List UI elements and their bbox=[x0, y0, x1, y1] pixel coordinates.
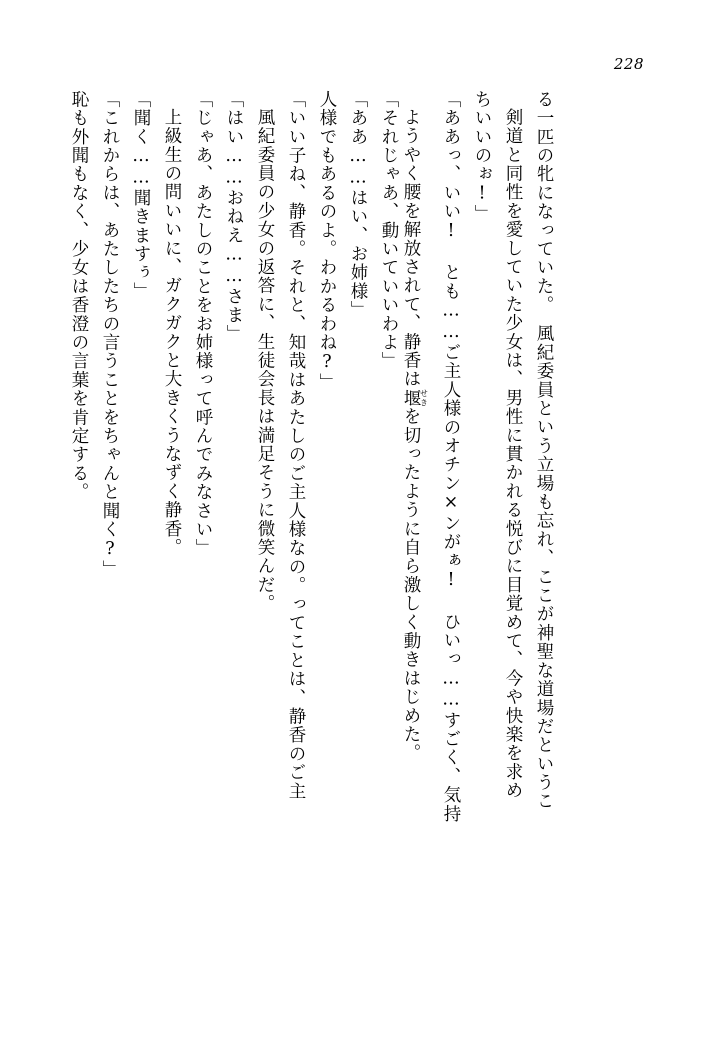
text-column: ちいいのぉ!」 bbox=[472, 90, 492, 224]
text-column: 上級生の問いいに、ガクガクと大きくうなずく静香。 bbox=[162, 108, 182, 557]
text-column: 剣道と同性を愛していた少女は、男性に貫かれる悦びに目覚めて、今や快楽を求め bbox=[503, 108, 523, 800]
text-column: 「ああっ、いい! とも……ご主人様のオチン×ンがぁ! ひいっ……すごく、気持 bbox=[441, 90, 461, 824]
text-column: ようやく腰を解放されて、静香は堰せきを切ったように自ら激しく動きはじめた。 bbox=[401, 108, 429, 763]
page-number: 228 bbox=[613, 55, 644, 73]
text-column: 「じゃあ、あたしのことをお姉様って呼んでみなさい」 bbox=[193, 90, 213, 558]
text-column: 「ああ……はい、お姉様」 bbox=[348, 90, 368, 320]
text-column: 人様でもあるのよ。わかるわね?」 bbox=[317, 90, 337, 392]
ruby-text: せき bbox=[419, 388, 429, 408]
ruby-annotation: 堰せき bbox=[401, 388, 429, 408]
text-column: 恥も外聞もなく、少女は香澄の言葉を肯定する。 bbox=[69, 90, 89, 502]
text-column: 風紀委員の少女の返答に、生徒会長は満足そうに微笑んだ。 bbox=[255, 108, 275, 613]
vertical-text-body bbox=[56, 90, 646, 970]
text-column: 「聞く……聞きますぅ」 bbox=[131, 90, 151, 301]
text-column: 「いい子ね、静香。それと、知哉はあたしのご主人様なの。ってことは、静香のご主 bbox=[286, 90, 306, 801]
text-column: 「それじゃあ、動いていいわよ」 bbox=[379, 90, 399, 371]
text-column: る一匹の牝になっていた。 風紀委員という立場も忘れ、ここが神聖な道場だというこ bbox=[534, 90, 554, 811]
text-column: 「はい……おねえ……さま」 bbox=[224, 90, 244, 344]
text-column: 「これからは、あたしたちの言うことをちゃんと聞く?」 bbox=[100, 90, 120, 579]
